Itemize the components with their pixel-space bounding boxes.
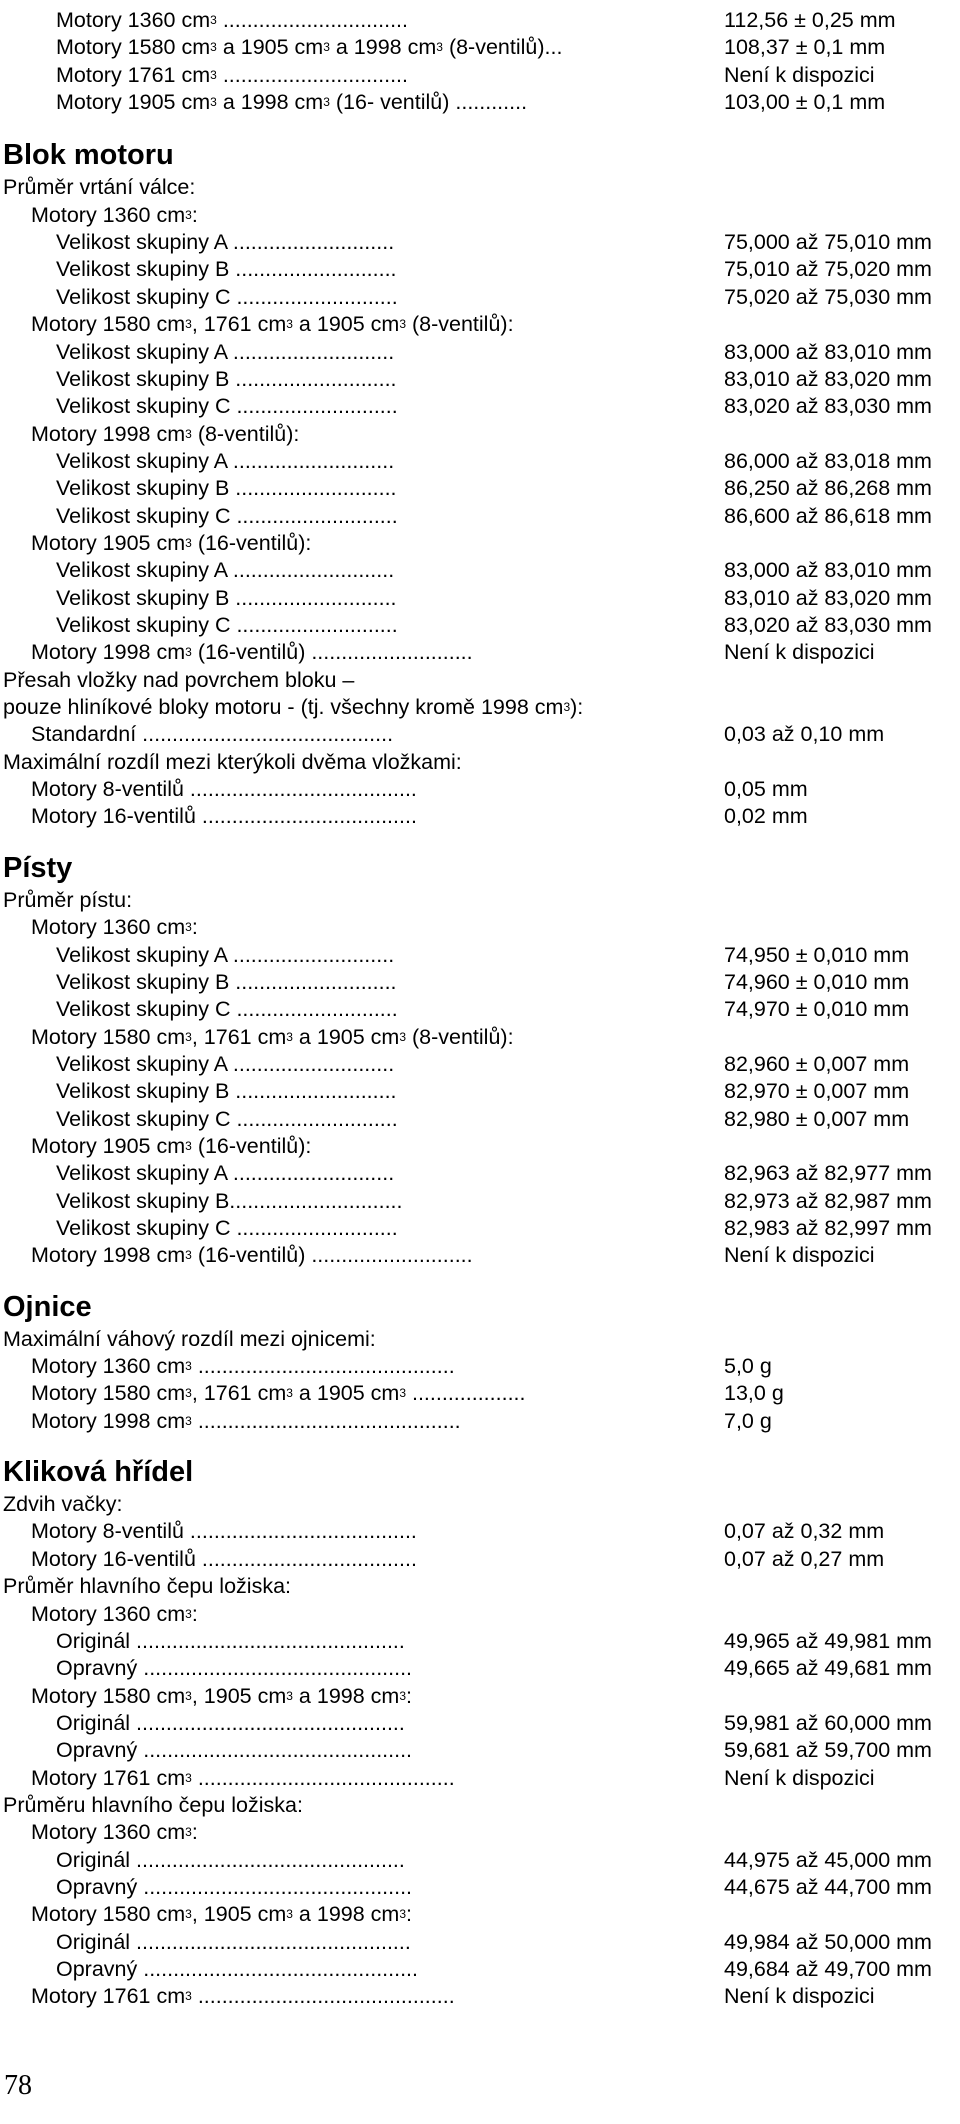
spec-label: Velikost skupiny C ...........................: [56, 394, 398, 419]
spec-row: [0, 1518, 960, 1545]
spec-label: Velikost skupiny C ...........................: [56, 1216, 398, 1240]
spec-value: 49,665 až 49,681 mm: [724, 1656, 932, 1681]
spec-row: [0, 1408, 960, 1435]
spec-row: [0, 1983, 960, 2010]
spec-row: [0, 7, 960, 34]
spec-row: [0, 694, 960, 721]
spec-label: Opravný .............................................: [56, 1656, 413, 1681]
spec-label: Průměr hlavního čepu ložiska:: [3, 1574, 292, 1599]
spec-row: [0, 1956, 960, 1983]
spec-value: 0,07 až 0,27 mm: [724, 1546, 885, 1571]
spec-label: Velikost skupiny A ...........................: [56, 230, 395, 255]
spec-row: [0, 339, 960, 366]
spec-row: [0, 1901, 960, 1928]
spec-label: Motory 1580 $cm^3$, 1905 $cm^3$ a 1998 $cm^3$:: [31, 1683, 412, 1708]
spec-value: 112,56 ± 0,25 mm: [724, 8, 896, 32]
spec-value: 82,980 ± 0,007 mm: [724, 1106, 910, 1131]
spec-row: [0, 202, 960, 229]
spec-label: Motory 1761 $cm^3$ ...........................................: [31, 1984, 455, 2009]
spec-value: 75,000 až 75,010 mm: [724, 230, 932, 255]
spec-label: Motory 16-ventilů ....................................: [31, 804, 417, 829]
spec-value: 59,681 až 59,700 mm: [724, 1738, 932, 1763]
spec-value: Není k dispozici: [724, 62, 875, 87]
spec-label: Velikost skupiny A ...........................: [56, 1051, 395, 1076]
spec-label: Motory 1360 $cm^3$:: [31, 1601, 198, 1626]
spec-label: Motory 1905 $cm^3$ a 1998 $cm^3$ (16- ventilů) ............: [56, 90, 528, 115]
spec-row: [0, 1819, 960, 1846]
spec-row: [0, 1380, 960, 1407]
spec-row: [0, 174, 960, 201]
spec-label: Opravný .............................................: [56, 1738, 413, 1763]
spec-value: 83,020 až 83,030 mm: [724, 394, 932, 419]
spec-value: 83,000 až 83,010 mm: [724, 558, 932, 583]
spec-row: [0, 284, 960, 311]
spec-value: 0,02 mm: [724, 804, 808, 829]
spec-value: 74,970 ± 0,010 mm: [724, 997, 910, 1022]
spec-label: Velikost skupiny B ...........................: [56, 585, 397, 610]
spec-row: [0, 1792, 960, 1819]
spec-row: [0, 366, 960, 393]
spec-label: Opravný .............................................: [56, 1875, 413, 1899]
spec-label: Velikost skupiny A ...........................: [56, 448, 395, 473]
spec-label: Velikost skupiny C ...........................: [56, 284, 398, 309]
spec-row: [0, 256, 960, 283]
spec-row: [0, 1242, 960, 1269]
spec-row: [0, 969, 960, 996]
spec-row: [0, 1051, 960, 1078]
spec-row: [0, 612, 960, 639]
spec-value: 74,960 ± 0,010 mm: [724, 969, 910, 994]
spec-row: [0, 776, 960, 803]
spec-row: [0, 1078, 960, 1105]
spec-value: 83,020 až 83,030 mm: [724, 613, 932, 637]
spec-row: [0, 1160, 960, 1187]
spec-value: 49,984 až 50,000 mm: [724, 1929, 932, 1954]
spec-row: [0, 749, 960, 776]
spec-label: Motory 1580 $cm^3$, 1761 $cm^3$ a 1905 $cm^3$ ...................: [31, 1381, 526, 1406]
spec-row: [0, 1765, 960, 1792]
spec-label: Velikost skupiny C ...........................: [56, 503, 398, 528]
spec-row: [0, 803, 960, 830]
spec-label: Průměr pístu:: [3, 887, 133, 912]
spec-value: 108,37 ± 0,1 mm: [724, 35, 886, 60]
spec-label: Maximální rozdíl mezi kterýkoli dvěma vložkami:: [3, 749, 462, 774]
spec-label: Velikost skupiny B ...........................: [56, 257, 397, 282]
spec-label: Přesah vložky nad povrchem bloku –: [3, 667, 355, 692]
spec-row: [0, 1929, 960, 1956]
spec-label: Velikost skupiny B ...........................: [56, 366, 397, 391]
page-number: 78: [4, 2070, 32, 2101]
spec-value: 49,965 až 49,981 mm: [724, 1628, 932, 1653]
spec-label: Velikost skupiny B ...........................: [56, 476, 397, 501]
spec-row: [0, 585, 960, 612]
spec-value: 49,684 až 49,700 mm: [724, 1957, 932, 1982]
spec-row: [0, 1326, 960, 1353]
spec-row: [0, 475, 960, 502]
spec-value: 13,0 g: [724, 1381, 784, 1406]
spec-label: Maximální váhový rozdíl mezi ojnicemi:: [3, 1326, 376, 1351]
spec-value: 82,963 až 82,977 mm: [724, 1161, 932, 1186]
spec-label: Velikost skupiny A ...........................: [56, 1161, 395, 1186]
spec-value: 75,010 až 75,020 mm: [724, 257, 932, 282]
spec-row: [0, 1024, 960, 1051]
spec-value: 86,250 až 86,268 mm: [724, 476, 932, 501]
spec-label: pouze hliníkové bloky motoru - (tj. všechny kromě 1998 $cm^3$):: [3, 695, 584, 720]
spec-row: [0, 1601, 960, 1628]
spec-row: [0, 448, 960, 475]
spec-row: [0, 942, 960, 969]
spec-label: Velikost skupiny B.............................: [56, 1188, 403, 1213]
spec-label: Motory 1360 $cm^3$:: [31, 1820, 198, 1845]
spec-row: [0, 1106, 960, 1133]
spec-label: Motory 8-ventilů ......................................: [31, 777, 417, 802]
spec-row: [0, 721, 960, 748]
spec-label: Motory 1580 $cm^3$ a 1905 $cm^3$ a 1998 $cm^3$ (8-ventilů)...: [56, 35, 563, 60]
spec-value: 83,010 až 83,020 mm: [724, 585, 932, 610]
spec-value: 0,07 až 0,32 mm: [724, 1519, 885, 1544]
spec-value: 82,983 až 82,997 mm: [724, 1216, 932, 1240]
spec-label: Velikost skupiny A ...........................: [56, 339, 395, 364]
spec-row: [0, 1655, 960, 1682]
spec-row: [0, 1215, 960, 1242]
spec-label: Motory 16-ventilů ....................................: [31, 1546, 417, 1571]
spec-value: 103,00 ± 0,1 mm: [724, 90, 886, 115]
spec-value: 44,675 až 44,700 mm: [724, 1875, 932, 1899]
spec-value: 82,960 ± 0,007 mm: [724, 1051, 910, 1076]
spec-row: [0, 1710, 960, 1737]
spec-label: Motory 1360 $cm^3$:: [31, 202, 198, 227]
spec-label: Motory 8-ventilů ......................................: [31, 1519, 417, 1544]
spec-label: Velikost skupiny C ...........................: [56, 613, 398, 637]
spec-row: [0, 557, 960, 584]
spec-row: [0, 62, 960, 89]
spec-label: Standardní ..........................................: [31, 722, 394, 747]
spec-label: Motory 1905 $cm^3$ (16-ventilů):: [31, 1133, 312, 1158]
section-heading: Blok motoru: [3, 139, 174, 172]
spec-row: [0, 229, 960, 256]
spec-label: Originál .............................................: [56, 1847, 405, 1872]
spec-label: Velikost skupiny A ...........................: [56, 558, 395, 583]
spec-row: [0, 1573, 960, 1600]
spec-label: Motory 1761 $cm^3$ ...........................................: [31, 1765, 455, 1790]
spec-row: [0, 1133, 960, 1160]
spec-value: Není k dispozici: [724, 1984, 875, 2009]
spec-label: Originál .............................................: [56, 1710, 405, 1735]
spec-label: Motory 1998 $cm^3$ (16-ventilů) ...........................: [31, 640, 473, 665]
spec-value: 82,973 až 82,987 mm: [724, 1188, 932, 1213]
spec-row: [0, 1683, 960, 1710]
spec-row: [0, 1628, 960, 1655]
spec-label: Motory 1360 $cm^3$ ...........................................: [31, 1354, 455, 1379]
spec-row: [0, 887, 960, 914]
spec-value: 83,000 až 83,010 mm: [724, 339, 932, 364]
spec-label: Motory 1580 $cm^3$, 1761 $cm^3$ a 1905 $cm^3$ (8-ventilů):: [31, 312, 514, 337]
spec-value: 82,970 ± 0,007 mm: [724, 1079, 910, 1104]
spec-label: Motory 1580 $cm^3$, 1761 $cm^3$ a 1905 $cm^3$ (8-ventilů):: [31, 1024, 514, 1049]
spec-row: [0, 639, 960, 666]
spec-label: Zdvih vačky:: [3, 1492, 123, 1517]
spec-value: 59,981 až 60,000 mm: [724, 1710, 932, 1735]
spec-row: [0, 667, 960, 694]
spec-value: 44,975 až 45,000 mm: [724, 1847, 932, 1872]
spec-row: [0, 421, 960, 448]
spec-row: [0, 1874, 960, 1901]
spec-row: [0, 34, 960, 61]
spec-row: [0, 89, 960, 116]
spec-value: Není k dispozici: [724, 640, 875, 665]
spec-label: Motory 1998 $cm^3$ (8-ventilů):: [31, 421, 300, 446]
spec-label: Motory 1998 $cm^3$ ............................................: [31, 1408, 461, 1433]
spec-label: Průměr vrtání válce:: [3, 175, 196, 200]
spec-value: 7,0 g: [724, 1408, 772, 1433]
spec-label: Velikost skupiny A ...........................: [56, 942, 395, 967]
spec-row: [0, 393, 960, 420]
spec-row: [0, 1188, 960, 1215]
spec-label: Velikost skupiny C ...........................: [56, 1106, 398, 1131]
spec-value: 75,020 až 75,030 mm: [724, 284, 932, 309]
spec-row: [0, 503, 960, 530]
spec-row: [0, 914, 960, 941]
spec-label: Motory 1761 $cm^3$ ...............................: [56, 62, 408, 87]
spec-row: [0, 311, 960, 338]
spec-label: Motory 1998 $cm^3$ (16-ventilů) ...........................: [31, 1243, 473, 1268]
spec-label: Motory 1580 $cm^3$, 1905 $cm^3$ a 1998 $cm^3$:: [31, 1902, 412, 1927]
spec-label: Motory 1905 $cm^3$ (16-ventilů):: [31, 530, 312, 555]
spec-row: [0, 1546, 960, 1573]
spec-label: Opravný ..............................................: [56, 1957, 419, 1982]
spec-label: Průměru hlavního čepu ložiska:: [3, 1792, 303, 1817]
spec-row: [0, 1491, 960, 1518]
spec-value: 83,010 až 83,020 mm: [724, 366, 932, 391]
spec-value: 86,600 až 86,618 mm: [724, 503, 932, 528]
spec-value: 0,03 až 0,10 mm: [724, 722, 885, 747]
spec-value: 74,950 ± 0,010 mm: [724, 942, 910, 967]
section-heading: Kliková hřídel: [3, 1456, 194, 1489]
spec-value: 86,000 až 83,018 mm: [724, 448, 932, 473]
spec-label: Originál ..............................................: [56, 1929, 411, 1954]
spec-value: 0,05 mm: [724, 777, 808, 802]
spec-label: Velikost skupiny B ...........................: [56, 1079, 397, 1104]
spec-row: [0, 530, 960, 557]
spec-row: [0, 1353, 960, 1380]
spec-label: Velikost skupiny B ...........................: [56, 969, 397, 994]
spec-label: Motory 1360 $cm^3$ ...............................: [56, 8, 408, 32]
spec-value: Není k dispozici: [724, 1243, 875, 1268]
spec-row: [0, 996, 960, 1023]
spec-row: [0, 1737, 960, 1764]
section-heading: Písty: [3, 851, 73, 884]
spec-label: Originál .............................................: [56, 1628, 405, 1653]
spec-value: 5,0 g: [724, 1354, 772, 1379]
section-heading: Ojnice: [3, 1290, 92, 1323]
spec-value: Není k dispozici: [724, 1765, 875, 1790]
spec-row: [0, 1847, 960, 1874]
spec-label: Velikost skupiny C ...........................: [56, 997, 398, 1022]
spec-label: Motory 1360 $cm^3$:: [31, 915, 198, 940]
